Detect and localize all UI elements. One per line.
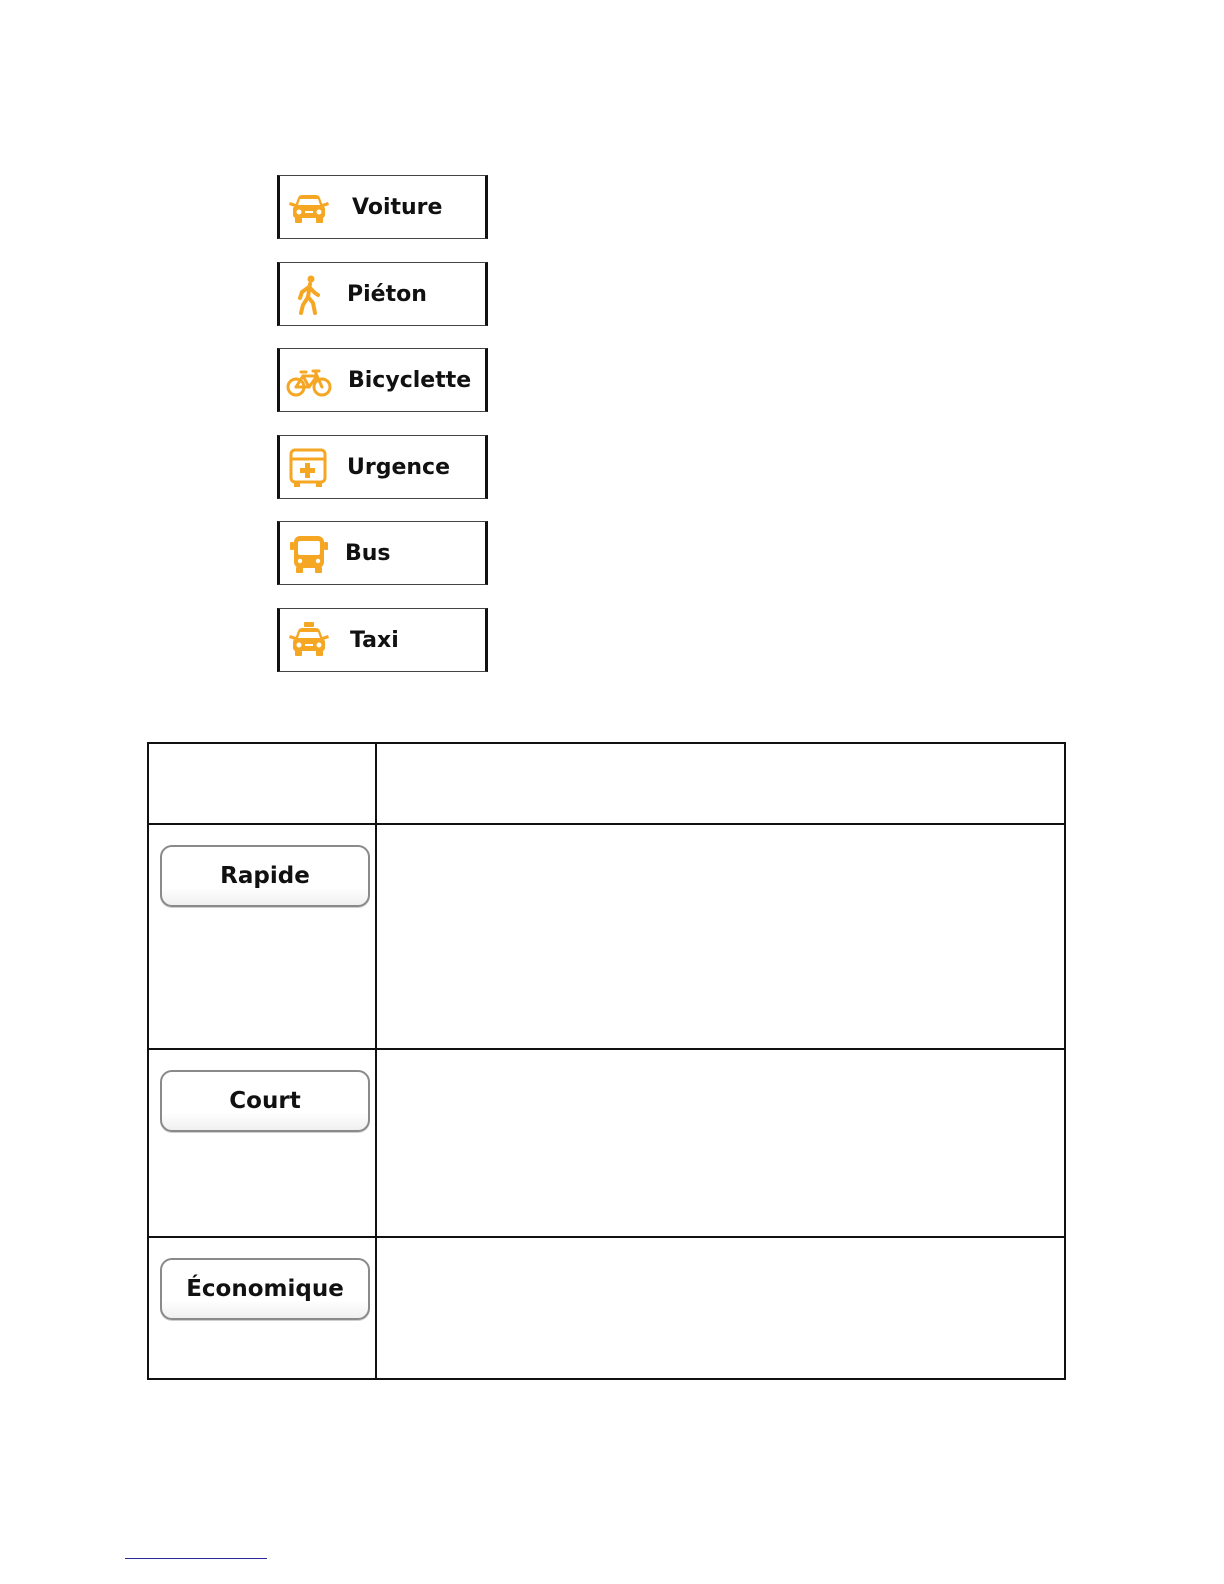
- table-header-cell: [376, 743, 1065, 824]
- mode-button-voiture[interactable]: [277, 175, 488, 239]
- emergency-vehicle-icon: [286, 446, 332, 490]
- table-cell: [148, 1237, 376, 1379]
- table-cell: [376, 824, 1065, 1049]
- bus-icon: [286, 532, 332, 576]
- pedestrian-icon: [286, 273, 332, 317]
- mode-label: Bus: [345, 540, 391, 566]
- route-button-rapide[interactable]: [160, 845, 370, 907]
- table-row: [148, 1237, 1065, 1379]
- route-button-label: Économique: [186, 1276, 344, 1302]
- table-cell: [148, 1049, 376, 1237]
- mode-label: Bicyclette: [348, 367, 472, 393]
- mode-label: Piéton: [347, 281, 427, 307]
- route-button-label: Court: [229, 1088, 301, 1114]
- route-button-label: Rapide: [220, 863, 310, 889]
- mode-label: Voiture: [352, 194, 443, 220]
- mode-button-urgence[interactable]: [277, 435, 488, 499]
- mode-button-pieton[interactable]: [277, 262, 488, 326]
- mode-label: Taxi: [350, 627, 399, 653]
- car-icon: [286, 186, 332, 230]
- table-header-row: [148, 743, 1065, 824]
- mode-button-bus[interactable]: [277, 521, 488, 585]
- route-button-economique[interactable]: [160, 1258, 370, 1320]
- route-type-table: [147, 742, 1066, 1380]
- table-header-cell: [148, 743, 376, 824]
- footnote-divider: [125, 1558, 267, 1559]
- mode-button-bicyclette[interactable]: [277, 348, 488, 412]
- table-cell: [148, 824, 376, 1049]
- table-row: [148, 824, 1065, 1049]
- table-cell: [376, 1237, 1065, 1379]
- mode-label: Urgence: [347, 454, 451, 480]
- table-cell: [376, 1049, 1065, 1237]
- bicycle-icon: [286, 359, 332, 403]
- table-row: [148, 1049, 1065, 1237]
- mode-button-taxi[interactable]: [277, 608, 488, 672]
- taxi-icon: [286, 619, 332, 663]
- route-button-court[interactable]: [160, 1070, 370, 1132]
